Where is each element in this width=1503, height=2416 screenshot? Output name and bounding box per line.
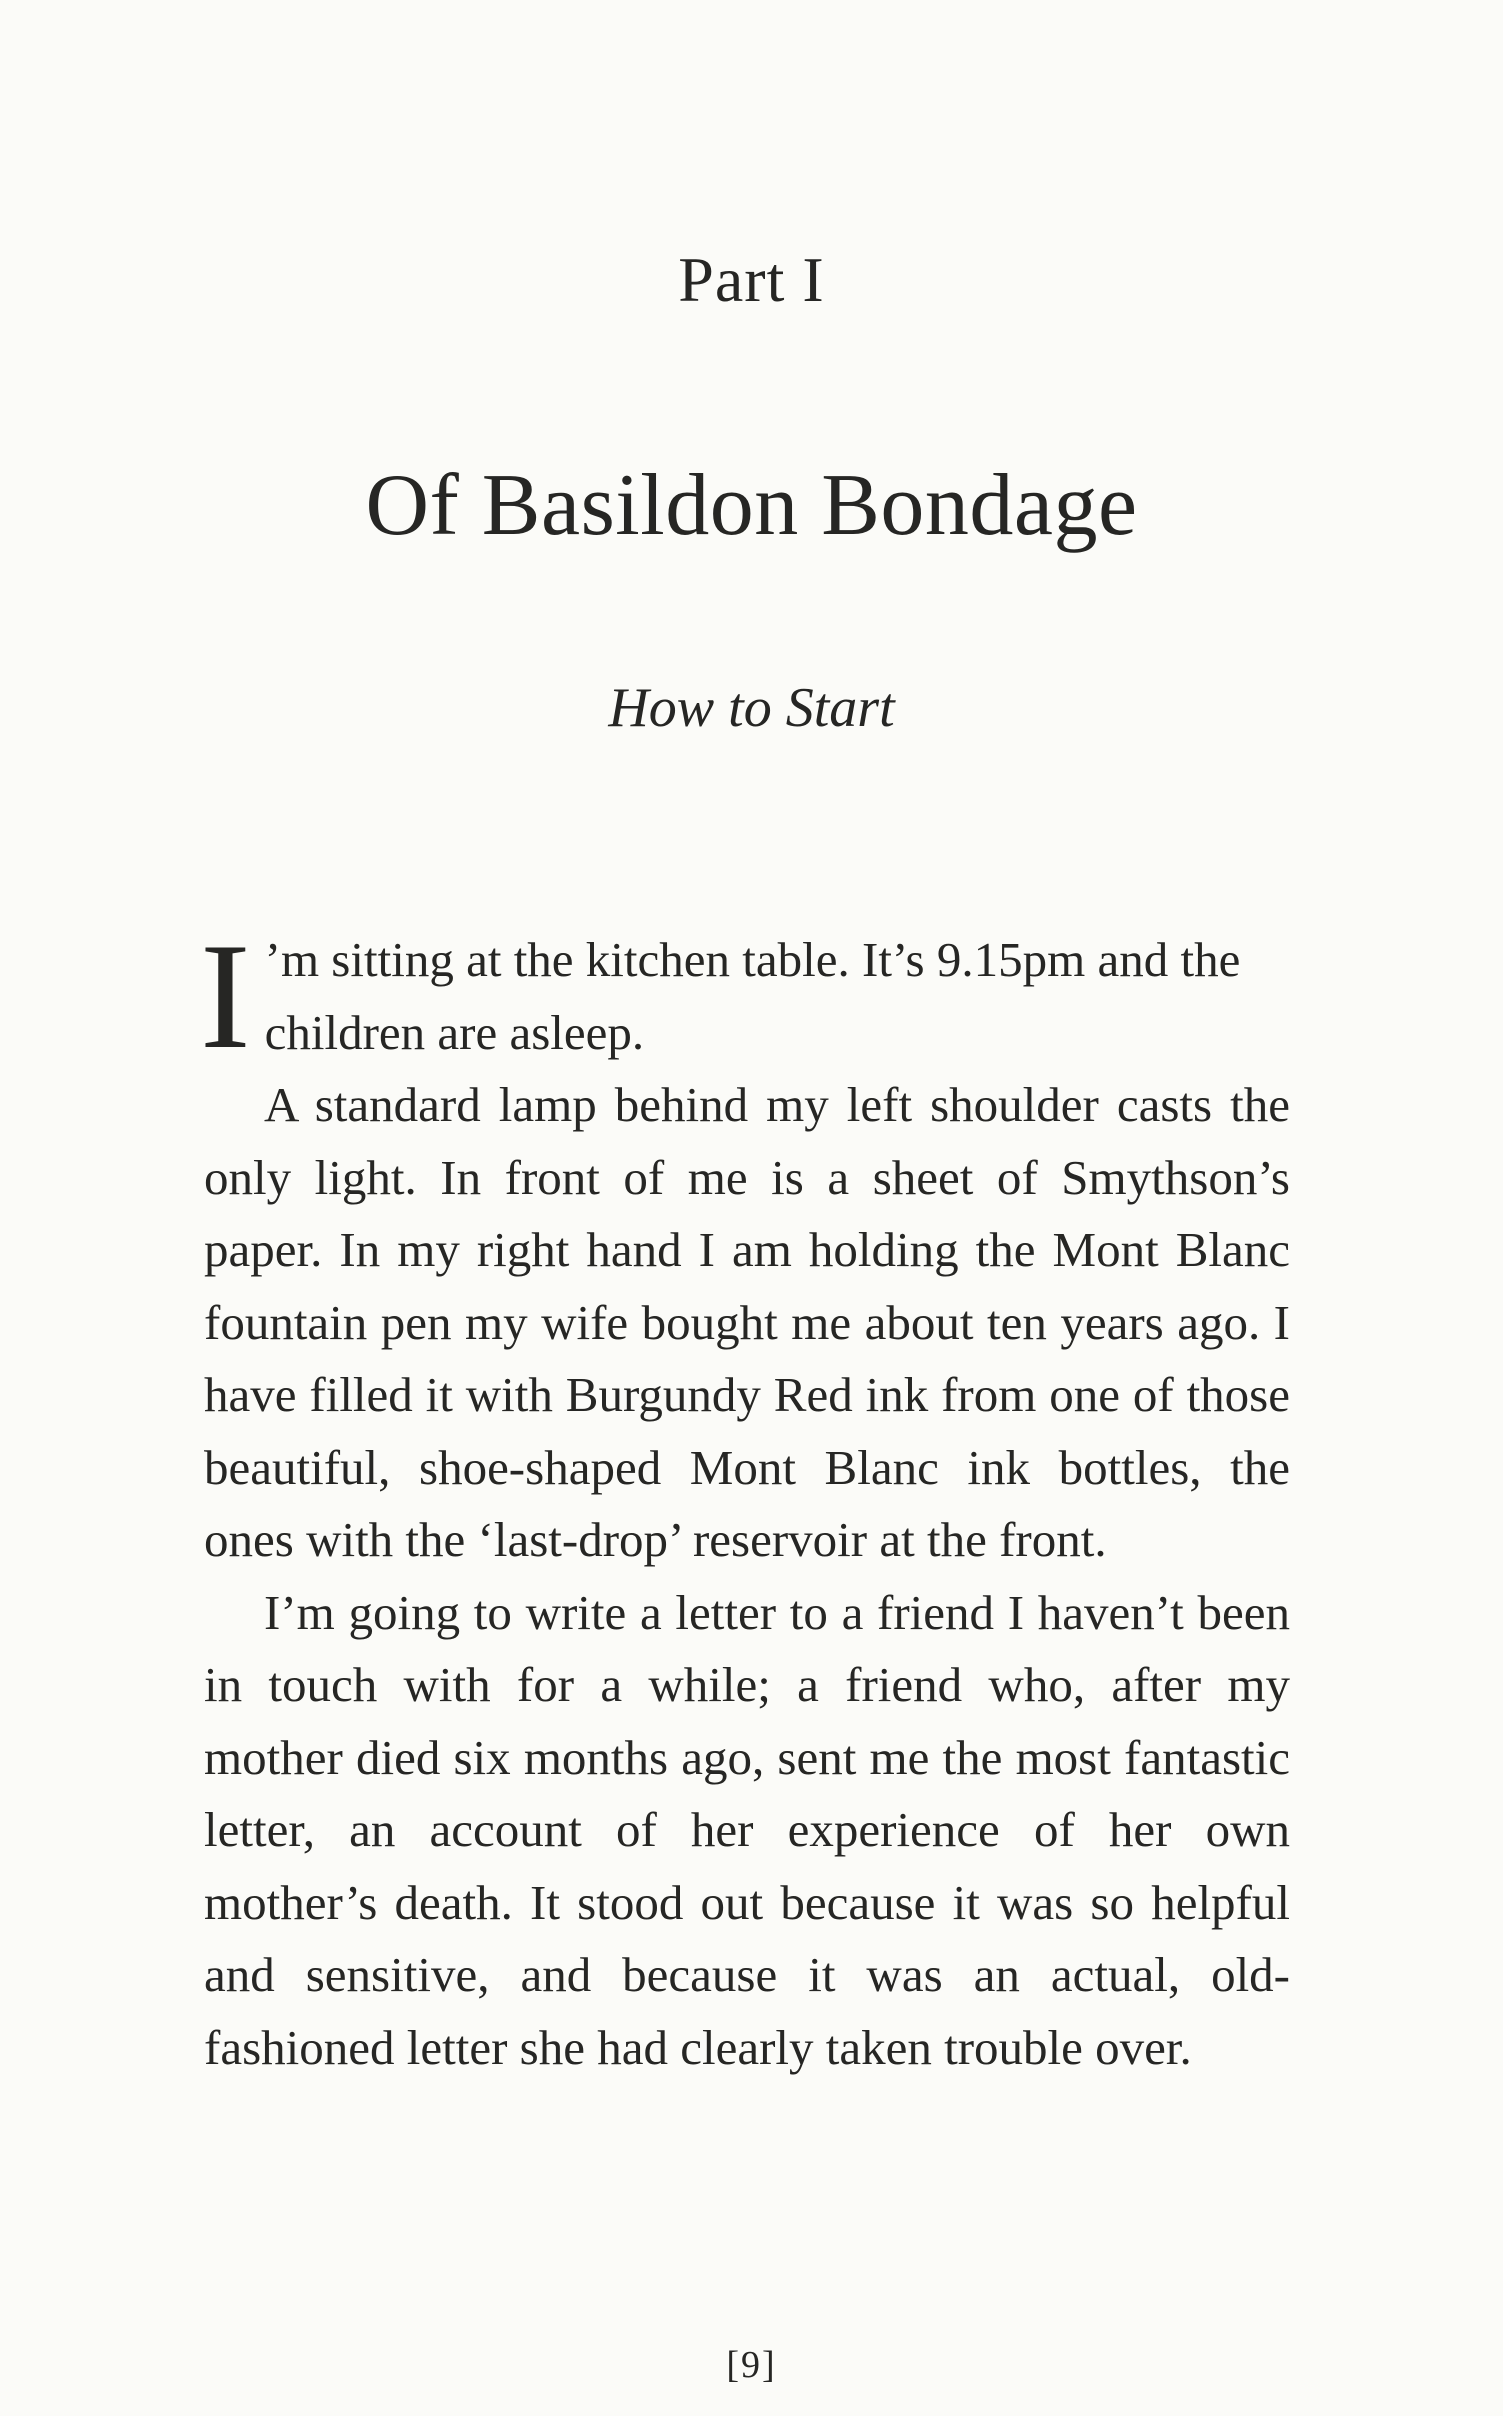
- page-number: [9]: [726, 2344, 777, 2386]
- paragraph-3: I’m going to write a letter to a friend I haven’t been in touch with for a while; a friend who, after my mother died six months ago, sent me the most fantastic letter, an account of her experience of her own mother’s death. It stood out because it was so helpful and sensitive, and because it was an actual, old-fashioned letter she had clearly taken trouble over.: [204, 1584, 1290, 2075]
- paragraph-1-line-2: children are asleep.: [264, 1004, 645, 1060]
- section-title: How to Start: [608, 677, 895, 739]
- part-label: Part I: [678, 244, 825, 315]
- drop-cap: I: [200, 912, 251, 1080]
- paragraph-2: A standard lamp behind my left shoulder casts the only light. In front of me is a sheet of Smythson’s paper. In my right hand I am holding the Mont Blanc fountain pen my wife bought me about ten years ago. I have filled it with Burgundy Red ink from one of those beautiful, shoe-shaped Mont Blanc ink bottles, the ones with the ‘last-drop’ reservoir at the front.: [204, 1077, 1290, 1567]
- paragraph-1-line-1: ’m sitting at the kitchen table. It’s 9.15pm and the: [264, 932, 1241, 987]
- paragraph-1: [200, 912, 1290, 1080]
- body-text: [200, 912, 1290, 2084]
- part-title: Of Basildon Bondage: [365, 457, 1138, 554]
